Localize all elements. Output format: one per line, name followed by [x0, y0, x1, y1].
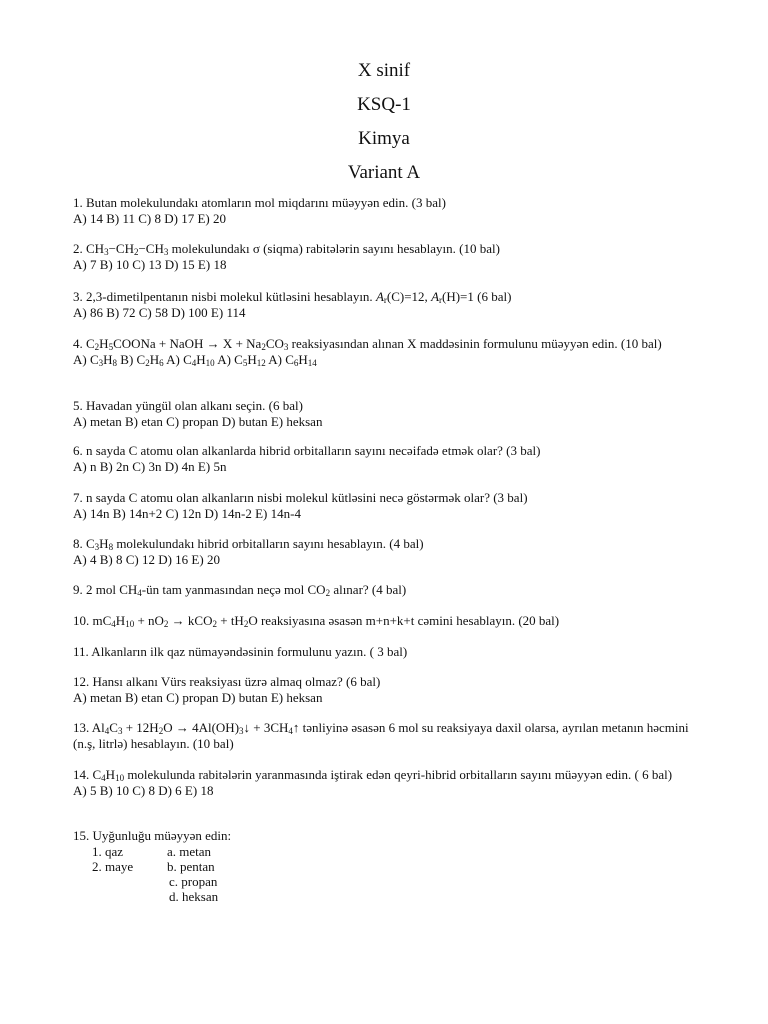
question-options: A) 14 B) 11 C) 8 D) 17 E) 20: [73, 210, 226, 226]
question-text: 7. n sayda C atomu olan alkanların nisbi molekul kütləsini necə göstərmək olar? (3 bal): [73, 490, 528, 505]
question-15: [73, 828, 703, 844]
question-2: [73, 241, 703, 272]
match-left-1: 1. qaz: [92, 844, 124, 859]
question-options: A) metan B) etan C) propan D) butan E) heksan: [73, 413, 323, 429]
match-right-a: a. metan: [167, 844, 212, 859]
question-9: [73, 582, 703, 598]
question-14: [73, 767, 703, 798]
question-text: 3. 2,3-dimetilpentanın nisbi molekul kütləsini hesablayın. $A_r(C)=12$, $A_r(H)=1$ (6 bal): [73, 289, 512, 305]
question-text: 9. 2 mol $CH_4-ün$ tam yanmasından neçə mol $CO_2$ alınar? (4 bal): [73, 582, 407, 598]
question-text: 11. Alkanların ilk qaz nümayəndəsinin formulunu yazın. ( 3 bal): [73, 644, 408, 659]
question-options: A) n B) 2n C) 3n D) 4n E) 5n: [73, 458, 227, 474]
question-12: [73, 674, 703, 705]
question-text: 1. Butan molekulundakı atomların mol miqdarını müəyyən edin. (3 bal): [73, 195, 446, 210]
question-text: 12. Hansı alkanı Vürs reaksiyası üzrə almaq olmaz? (6 bal): [73, 674, 381, 689]
question-text: 2. $CH_3-CH_2-CH_3$ molekulundakı σ (siqma) rabitələrin sayını hesablayın. (10 bal): [73, 241, 500, 257]
question-5: [73, 398, 703, 429]
subject-title: Kimya: [358, 128, 410, 149]
question-1: [73, 195, 703, 226]
question-3: [73, 289, 703, 320]
match-left-2: 2. maye: [92, 859, 134, 874]
question-13: [73, 720, 703, 751]
test-title: KSQ-1: [357, 94, 411, 115]
question-text: 14. $C_4H_{10}$ molekulunda rabitələrin yaranmasında iştirak edən qeyri-hibrid orbitalların sayını müəyyən edin. ( 6 bal): [73, 767, 673, 783]
match-right-d: d. heksan: [169, 889, 219, 904]
question-text: 5. Havadan yüngül olan alkanı seçin. (6 bal): [73, 398, 303, 413]
question-4: [73, 336, 703, 367]
match-right-b: b. pentan: [167, 859, 215, 874]
question-text: 10. $mC_4H_{10} + nO_2 \to kCO_2 + tH_2O$ reaksiyasına əsasən m+n+k+t cəmini hesablayın. (20 bal): [73, 613, 560, 629]
question-text: 8. $C_3H_8$ molekulundakı hibrid orbitalların sayını hesablayın. (4 bal): [73, 536, 424, 552]
question-7: [73, 490, 703, 521]
question-options: A) 7 B) 10 C) 13 D) 15 E) 18: [73, 256, 227, 272]
question-options: A) metan B) etan C) propan D) butan E) heksan: [73, 689, 323, 705]
question-options: A) 4 B) 8 C) 12 D) 16 E) 20: [73, 551, 220, 567]
question-10: [73, 613, 703, 629]
question-11: [73, 644, 703, 660]
match-right-c: c. propan: [169, 874, 218, 889]
question-options: A) 14n B) 14n+2 C) 12n D) 14n-2 E) 14n-4: [73, 505, 301, 521]
question-options: A) 86 B) 72 C) 58 D) 100 E) 114: [73, 304, 246, 320]
question-6: [73, 443, 703, 474]
class-title: X sinif: [357, 60, 411, 81]
question-text: 13. $Al_4C_3 + 12H_2O$ → $4Al(OH)_3↓$ + $3CH_4↑$ tənliyinə əsasən 6 mol su reaksiyaya daxil olarsa, ayrılan metanın həcmini (n.ş, litrlə) hesablayın. (10 bal): [73, 720, 689, 751]
variant-title: Variant A: [347, 162, 421, 183]
question-options: A) 5 B) 10 C) 8 D) 6 E) 18: [73, 782, 214, 798]
question-text: 6. n sayda C atomu olan alkanlarda hibrid orbitalların sayını necəifadə etmək olar? (3 bal): [73, 443, 541, 458]
question-options: A) $C_3H_8$ B) $C_2H_6$ A) $C_4H_{10}$ A) $C_5H_{12}$ A) $C_6H_{14}$: [73, 351, 317, 368]
question-8: [73, 536, 703, 567]
question-text: 15. Uyğunluğu müəyyən edin:: [73, 828, 232, 843]
question-text: 4. $C_2H_5COONa$ + NaOH → $X + Na_2CO_3$ reaksiyasından alınan X maddəsinin formulunu müəyyən edin. (10 bal): [73, 336, 662, 352]
